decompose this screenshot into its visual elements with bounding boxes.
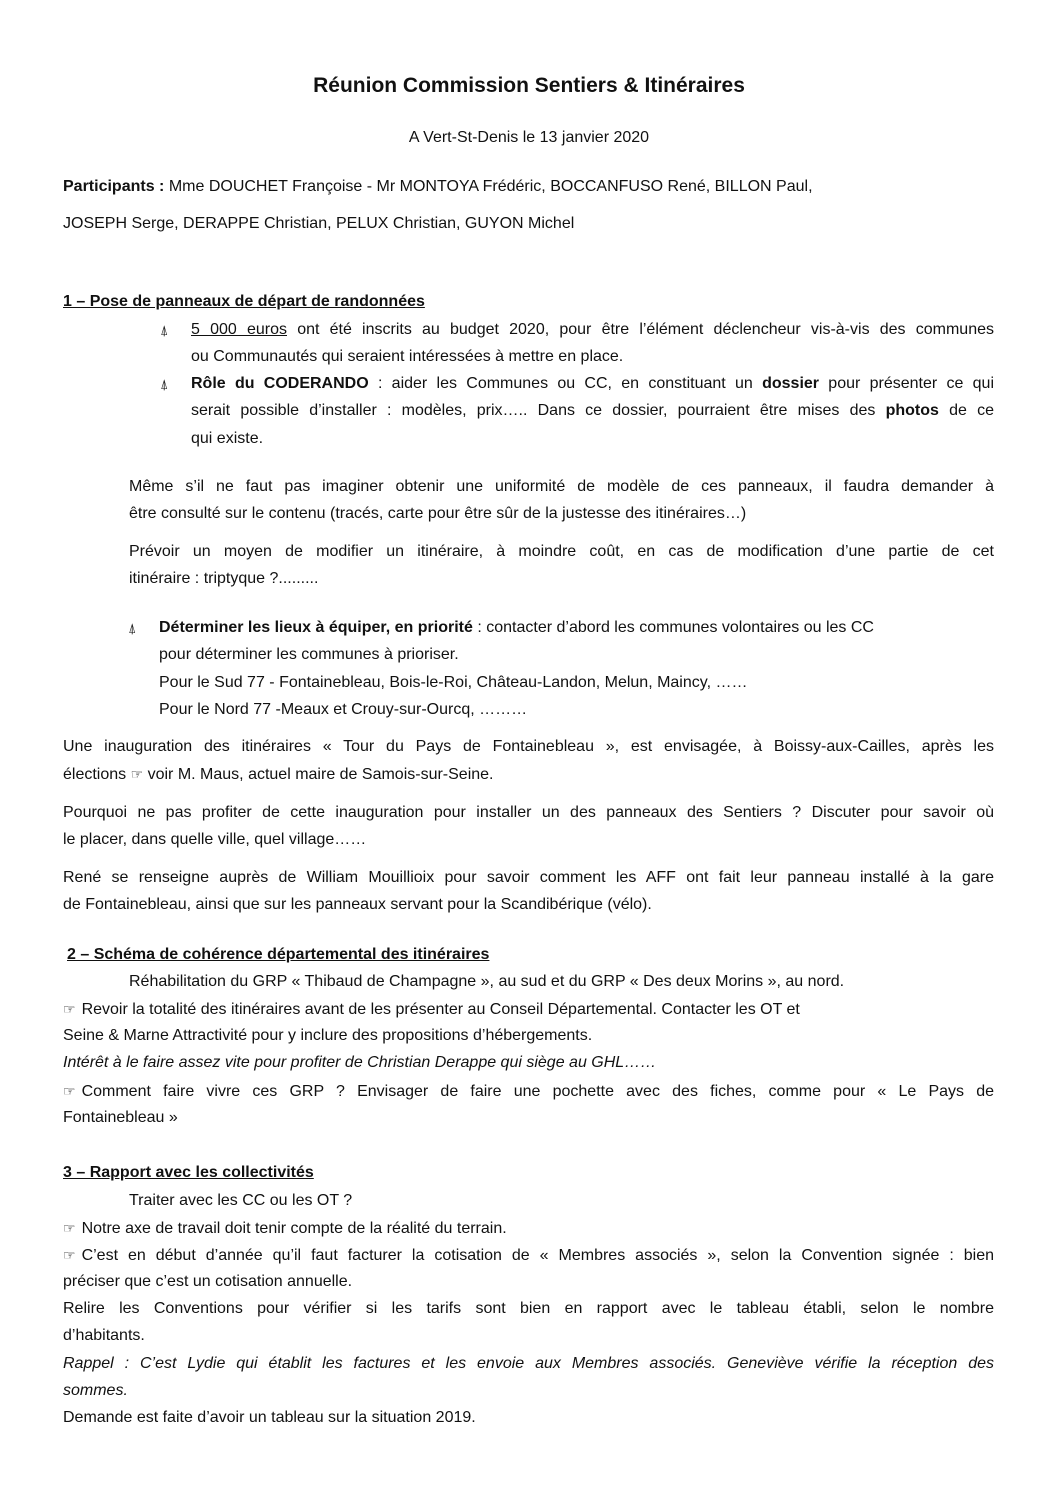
section-2-heading: 2 – Schéma de cohérence départemental des itinéraires [67, 946, 490, 963]
section-1-heading: 1 – Pose de panneaux de départ de randonnées [63, 293, 425, 310]
bullet-1-line-2: ou Communautés qui seraient intéressées à mettre en place. [191, 348, 624, 365]
section-2-line-2: ☞ Revoir la totalité des itinéraires avant de les présenter au Conseil Départemental. Contacter les OT et [63, 1001, 800, 1018]
bullet-2-line-1: Rôle du CODERANDO : aider les Communes ou CC, en constituant un dossier pour présenter ce qui [191, 375, 995, 392]
page-title: Réunion Commission Sentiers & Itinéraires [313, 74, 745, 97]
pointing-hand-icon: ☞ [63, 1083, 76, 1099]
paragraph-4-line-1: Pourquoi ne pas profiter de cette inauguration pour installer un des panneaux des Sentiers ? Discuter pour savoir où [63, 804, 994, 821]
section-2-line-3: Seine & Marne Attractivité pour y inclure des propositions d’hébergements. [63, 1027, 593, 1044]
bullet-3-line-3: Pour le Sud 77 - Fontainebleau, Bois-le-Roi, Château-Landon, Melun, Maincy, …… [159, 674, 748, 691]
pointing-hand-icon: ☞ [63, 1247, 76, 1263]
paragraph-2-line-1: Prévoir un moyen de modifier un itinéraire, à moindre coût, en cas de modification d’une partie de cet [129, 543, 994, 560]
paragraph-5-line-1: René se renseigne auprès de William Mouillioix pour savoir comment les AFF ont fait leur panneau installé à la gare [63, 869, 994, 886]
meeting-date-location: A Vert-St-Denis le 13 janvier 2020 [408, 129, 650, 146]
section-3-line-4: préciser que c’est un cotisation annuelle. [63, 1273, 353, 1290]
pointing-hand-icon: ☞ [63, 1220, 76, 1236]
paragraph-4-line-2: le placer, dans quelle ville, quel village…… [63, 831, 367, 848]
section-3-line-7: Rappel : C’est Lydie qui établit les factures et les envoie aux Membres associés. Geneviève vérifie la réception des [63, 1355, 994, 1372]
bullet-3-line-4: Pour le Nord 77 -Meaux et Crouy-sur-Ourcq, ……… [159, 701, 528, 718]
participants-line-2: JOSEPH Serge, DERAPPE Christian, PELUX Christian, GUYON Michel [63, 215, 575, 232]
paragraph-3-line-2: élections ☞ voir M. Maus, actuel maire de Samois-sur-Seine. [63, 766, 494, 783]
bullet-1-line-1: 5 000 euros ont été inscrits au budget 2020, pour être l’élément déclencheur vis-à-vis des communes [191, 321, 994, 338]
paragraph-1-line-1: Même s’il ne faut pas imaginer obtenir une uniformité de modèle de ces panneaux, il faudra demander à [129, 478, 994, 495]
paragraph-3-line-1: Une inauguration des itinéraires « Tour du Pays de Fontainebleau », est envisagée, à Boissy-aux-Cailles, après les [63, 738, 994, 755]
pointing-hand-icon: ☞ [130, 766, 144, 782]
bullet-icon: ⍋ [160, 322, 169, 338]
participants-line-1: Participants : Mme DOUCHET Françoise - Mr MONTOYA Frédéric, BOCCANFUSO René, BILLON Paul, [63, 178, 813, 195]
section-3-line-2: ☞ Notre axe de travail doit tenir compte de la réalité du terrain. [63, 1220, 507, 1237]
pointing-hand-icon: ☞ [63, 1001, 76, 1017]
paragraph-5-line-2: de Fontainebleau, ainsi que sur les panneaux servant pour la Scandibérique (vélo). [63, 896, 652, 913]
section-3-line-8: sommes. [63, 1382, 128, 1399]
bullet-2-line-2: serait possible d’installer : modèles, prix….. Dans ce dossier, pourraient être mises des photos de ce [191, 402, 994, 419]
bullet-2-line-3: qui existe. [191, 430, 264, 447]
paragraph-1-line-2: être consulté sur le contenu (tracés, carte pour être sûr de la justesse des itinéraires…) [129, 505, 747, 522]
bullet-icon: ⍋ [160, 376, 169, 392]
section-2-line-1: Réhabilitation du GRP « Thibaud de Champagne », au sud et du GRP « Des deux Morins », au nord. [129, 973, 845, 990]
bullet-3-line-1: Déterminer les lieux à équiper, en priorité : contacter d’abord les communes volontaires ou les CC [159, 619, 874, 636]
bullet-3-line-2: pour déterminer les communes à prioriser. [159, 646, 459, 663]
bullet-icon: ⍋ [128, 620, 137, 636]
section-3-line-1: Traiter avec les CC ou les OT ? [129, 1192, 353, 1209]
section-3-line-9: Demande est faite d’avoir un tableau sur la situation 2019. [63, 1409, 476, 1426]
section-3-line-6: d’habitants. [63, 1327, 145, 1344]
section-2-line-5: ☞ Comment faire vivre ces GRP ? Envisager de faire une pochette avec des fiches, comme pour « Le Pays de [63, 1083, 994, 1100]
section-2-line-4: Intérêt à le faire assez vite pour profiter de Christian Derappe qui siège au GHL…… [63, 1054, 657, 1071]
section-3-line-5: Relire les Conventions pour vérifier si les tarifs sont bien en rapport avec le tableau établi, selon le nombre [63, 1300, 994, 1317]
section-3-heading: 3 – Rapport avec les collectivités [63, 1164, 314, 1181]
paragraph-2-line-2: itinéraire : triptyque ?......... [129, 570, 319, 587]
section-2-line-6: Fontainebleau » [63, 1109, 178, 1126]
participants-label: Participants : [63, 178, 165, 195]
section-3-line-3: ☞ C’est en début d’année qu’il faut facturer la cotisation de « Membres associés », selon la Convention signée : bien [63, 1247, 994, 1264]
